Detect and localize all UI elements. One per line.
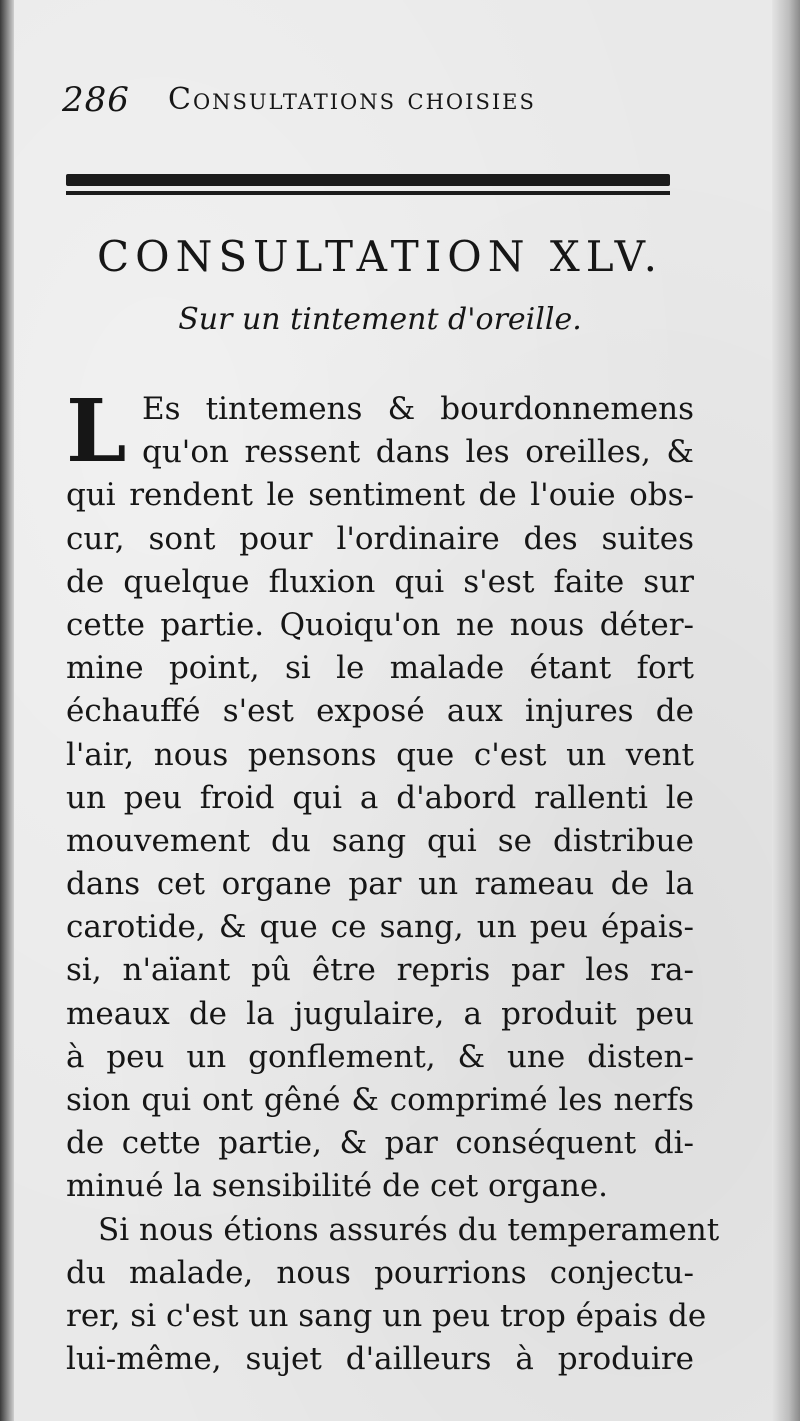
text-line: mine point, si le malade étant fort (66, 650, 694, 687)
decorative-double-rule (66, 174, 670, 200)
text-line: de quelque fluxion qui s'est faite sur (66, 563, 694, 600)
drop-cap: L (66, 381, 127, 482)
page-header (62, 80, 682, 130)
text-line: à peu un gonflement, & une disten- (66, 1038, 694, 1075)
text-line: sion qui ont gêné & comprimé les nerfs (66, 1082, 694, 1118)
consultation-subtitle: Sur un tintement d'oreille. (178, 302, 582, 337)
page-edge-shadow (772, 0, 800, 1421)
text-line: Si nous étions assurés du temperament (98, 1211, 720, 1248)
text-line: Es tintemens & bourdonnemens (142, 391, 694, 427)
text-line: échauffé s'est exposé aux injures de (66, 693, 694, 730)
text-line: du malade, nous pourrions conjectu- (66, 1254, 694, 1291)
text-line: si, n'aïant pû être repris par les ra- (66, 952, 694, 989)
text-line: meaux de la jugulaire, a produit peu (66, 995, 694, 1032)
rule-thin-line (66, 191, 670, 195)
text-line: minué la sensibilité de cet organe. (66, 1168, 609, 1205)
body-text (66, 381, 720, 1381)
text-line: dans cet organe par un rameau de la (66, 866, 694, 903)
text-line: cur, sont pour l'ordinaire des suites (66, 520, 694, 557)
page-gutter-shadow (0, 0, 14, 1421)
consultation-title: CONSULTATION XLV. (97, 232, 663, 281)
rule-thick-line (66, 174, 670, 186)
text-line: mouvement du sang qui se distribue (66, 822, 694, 859)
text-line: qui rendent le sentiment de l'ouie obs- (66, 477, 694, 514)
running-title: Consultations choisies (168, 82, 536, 117)
text-line: lui-même, sujet d'ailleurs à produire (66, 1341, 694, 1378)
text-line: rer, si c'est un sang un peu trop épais de (66, 1297, 707, 1334)
text-line: qu'on ressent dans les oreilles, & (142, 434, 694, 471)
text-line: cette partie. Quoiqu'on ne nous déter- (66, 606, 694, 643)
page-number: 286 (62, 80, 130, 120)
text-line: de cette partie, & par conséquent di- (66, 1125, 694, 1162)
text-line: un peu froid qui a d'abord rallenti le (66, 779, 694, 816)
text-line: carotide, & que ce sang, un peu épais- (66, 909, 694, 946)
text-line: l'air, nous pensons que c'est un vent (66, 736, 694, 773)
